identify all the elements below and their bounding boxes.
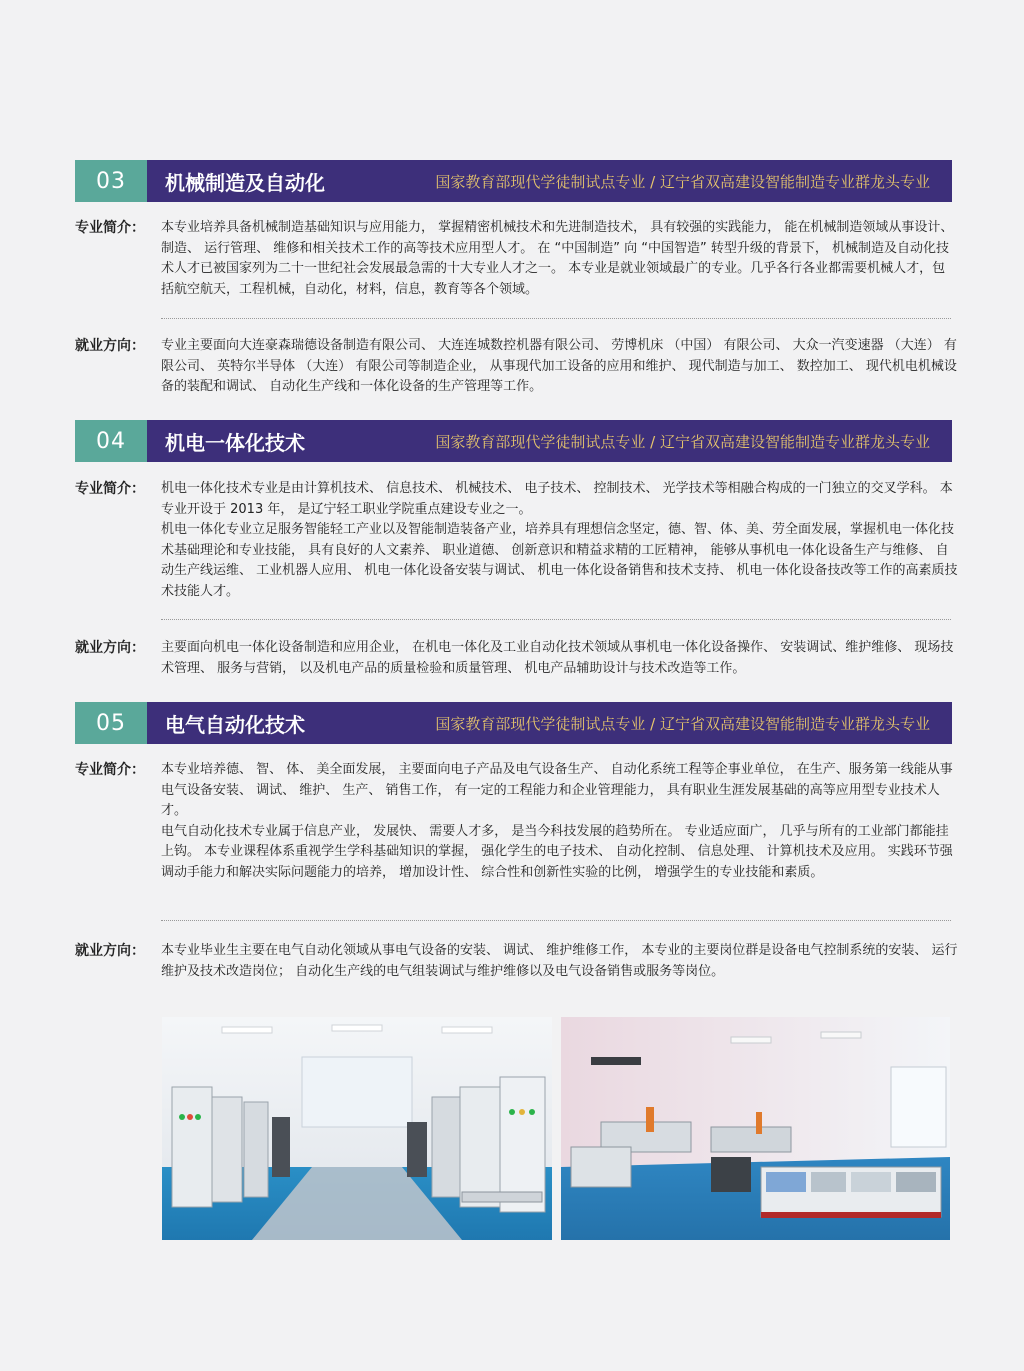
career-label: 就业方向： xyxy=(75,640,145,656)
section-subtitle: 国家教育部现代学徒制试点专业 / 辽宁省双高建设智能制造专业群龙头专业 xyxy=(435,432,930,451)
intro-block-03 xyxy=(75,218,960,300)
section-title: 机电一体化技术 xyxy=(165,430,305,455)
career-block-04 xyxy=(75,638,960,679)
intro-paragraph: 本专业培养德、 智、 体、 美全面发展， 主要面向电子产品及电气设备生产、 自动化系统工程等企事业单位， 在生产、服务第一线能从事电气设备安装、 调试、 维护、 生产、 销售工作， 有一定的工程能力和企业管理能力， 具有职业生涯发展基础的高等应用型专业技术人才。 xyxy=(161,762,953,818)
section-number: 04 xyxy=(75,420,147,462)
intro-paragraph: 电气自动化技术专业属于信息产业， 发展快、 需要人才多， 是当今科技发展的趋势所在。 专业适应面广， 几乎与所有的工业部门都能挂上钩。 本专业课程体系重视学生学科基础知识的掌握， 强化学生的电子技术、 自动化控制、 信息处理、 计算机技术及应用。 实践环节强调动手能力和解决实际问题能力的培养， 增加设计性、 综合性和创新性实验的比例， 增强学生的专业技能和素质。 xyxy=(161,823,953,880)
section-header-04 xyxy=(75,420,952,462)
section-title-bar xyxy=(147,702,952,744)
section-title: 电气自动化技术 xyxy=(165,712,305,737)
section-subtitle: 国家教育部现代学徒制试点专业 / 辽宁省双高建设智能制造专业群龙头专业 xyxy=(435,172,930,191)
section-header-05 xyxy=(75,702,952,744)
lab-photo-electrical xyxy=(162,1017,552,1240)
career-text xyxy=(161,941,958,982)
lab-photo-automation-illustration xyxy=(561,1017,950,1240)
lab-photo-automation xyxy=(561,1017,950,1240)
career-text xyxy=(161,336,958,398)
section-subtitle: 国家教育部现代学徒制试点专业 / 辽宁省双高建设智能制造专业群龙头专业 xyxy=(435,714,930,733)
intro-text xyxy=(161,760,958,883)
section-number: 03 xyxy=(75,160,147,202)
career-text xyxy=(161,638,958,679)
intro-label: 专业简介： xyxy=(75,762,145,778)
dotted-divider xyxy=(161,619,951,620)
intro-block-05 xyxy=(75,760,960,883)
intro-text xyxy=(161,479,958,602)
intro-text xyxy=(161,218,958,300)
intro-paragraph: 本专业培养具备机械制造基础知识与应用能力， 掌握精密机械技术和先进制造技术， 具有较强的实践能力， 能在机械制造领域从事设计、 制造、 运行管理、 维修和相关技术工作的高等技术应用型人才。 在 “中国制造” 向 “中国智造” 转型升级的背景下， 机械制造及自动化技术人才已被国家列为二十一世纪社会发展最急需的十大专业人才之一。 本专业是就业领域最广的专业。几乎各行各业都需要机械人才，包括航空航天，工程机械，自动化，材料，信息，教育等各个领域。 xyxy=(161,220,954,297)
career-paragraph: 本专业毕业生主要在电气自动化领域从事电气设备的安装、 调试、 维护维修工作， 本专业的主要岗位群是设备电气控制系统的安装、 运行维护及技术改造岗位； 自动化生产线的电气组装调试与维护维修以及电气设备销售或服务等岗位。 xyxy=(161,943,958,979)
lab-photo-electrical-illustration xyxy=(162,1017,552,1240)
intro-paragraph: 机电一体化技术专业是由计算机技术、 信息技术、 机械技术、 电子技术、 控制技术、 光学技术等相融合构成的一门独立的交叉学科。 本专业开设于 2013 年， 是辽宁轻工职业学院重点建设专业之一。 xyxy=(161,481,953,517)
career-label: 就业方向： xyxy=(75,943,145,959)
intro-label: 专业简介： xyxy=(75,481,145,497)
career-block-05 xyxy=(75,941,960,982)
section-title: 机械制造及自动化 xyxy=(165,170,325,195)
dotted-divider xyxy=(161,318,951,319)
section-number: 05 xyxy=(75,702,147,744)
career-label: 就业方向： xyxy=(75,338,145,354)
intro-paragraph: 机电一体化专业立足服务智能轻工产业以及智能制造装备产业，培养具有理想信念坚定，德、智、体、美、劳全面发展，掌握机电一体化技术基础理论和专业技能， 具有良好的人文素养、 职业道德、 创新意识和精益求精的工匠精神， 能够从事机电一体化设备生产与维修、 自动生产线运维、 工业机器人应用、 机电一体化设备安装与调试、 机电一体化设备销售和技术支持、 机电一体化设备技改等工作的高素质技术技能人才。 xyxy=(161,522,958,599)
intro-block-04 xyxy=(75,479,960,602)
career-paragraph: 主要面向机电一体化设备制造和应用企业， 在机电一体化及工业自动化技术领域从事机电一体化设备操作、 安装调试、维护维修、 现场技术管理、 服务与营销， 以及机电产品的质量检验和质量管理、 机电产品辅助设计与技术改造等工作。 xyxy=(161,640,954,676)
dotted-divider xyxy=(161,920,951,921)
career-paragraph: 专业主要面向大连豪森瑞德设备制造有限公司、 大连连城数控机器有限公司、 劳博机床 （中国） 有限公司、 大众一汽变速器 （大连） 有限公司、 英特尔半导体 （大连） 有限公司等制造企业， 从事现代加工设备的应用和维护、 现代制造与加工、 数控加工、 现代机电机械设备的装配和调试、 自动化生产线和一体化设备的生产管理等工作。 xyxy=(161,338,957,394)
intro-label: 专业简介： xyxy=(75,220,145,236)
section-title-bar xyxy=(147,160,952,202)
career-block-03 xyxy=(75,336,960,398)
section-header-03 xyxy=(75,160,952,202)
section-title-bar xyxy=(147,420,952,462)
